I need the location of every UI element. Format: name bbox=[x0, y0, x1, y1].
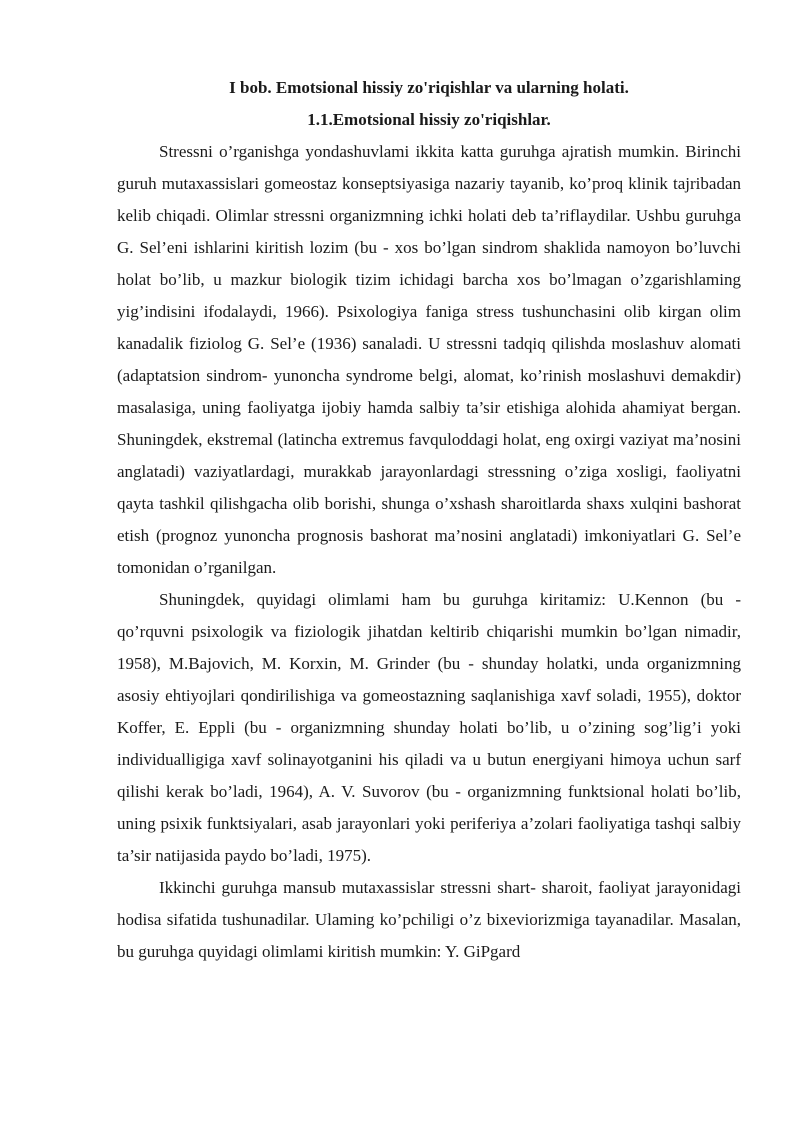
chapter-title: I bob. Emotsional hissiy zo'riqishlar va ularning holati. bbox=[229, 78, 629, 97]
section-title: 1.1.Emotsional hissiy zo'riqishlar. bbox=[307, 110, 551, 129]
document-page bbox=[117, 72, 741, 968]
paragraph-2: Shuningdek, quyidagi olimlami ham bu guruhga kiritamiz: U.Kennon (bu - qo’rquvni psixologik va fiziologik jihatdan keltirib chiqarishi mumkin bo’lgan nimadir, 1958), M.Bajovich, M. Korxin, M. Grinder (bu - shunday holatki, unda organizmning asosiy ehtiyojlari qondirilishiga va gomeostazning saqlanishiga xavf soladi, 1955), doktor Koffer, E. Eppli (bu - organizmning shunday holati bo’lib, u o’zining sog’lig’i yoki individualligiga xavf solinayotganini his qiladi va u butun energiyani himoya uchun sarf qilishi kerak bo’ladi, 1964), A. V. Suvorov (bu - organizmning funktsional holati bo’lib, uning psixik funktsiyalari, asab jarayonlari yoki periferiya a’zolari faoliyatiga tashqi salbiy ta’sir natijasida paydo bo’ladi, 1975). bbox=[117, 590, 741, 865]
paragraph-3: Ikkinchi guruhga mansub mutaxassislar stressni shart- sharoit, faoliyat jarayonidagi hodisa sifatida tushunadilar. Ulaming ko’pchiligi o’z bixeviorizmiga tayanadilar. Masalan, bu guruhga quyidagi olimlami kiritish mumkin: Y. GiPgard bbox=[117, 878, 741, 961]
paragraph-1: Stressni o’rganishga yondashuvlami ikkita katta guruhga ajratish mumkin. Birinchi guruh mutaxassislari gomeostaz konseptsiyasiga nazariy tayanib, ko’proq klinik tajribadan kelib chiqadi. Olimlar stressni organizmning ichki holati deb ta’riflaydilar. Ushbu guruhga G. Sel’eni ishlarini kiritish lozim (bu - xos bo’lgan sindrom shaklida namoyon bo’luvchi holat bo’lib, u mazkur biologik tizim ichidagi barcha xos bo’lmagan o’zgarishlaming yig’indisini ifodalaydi, 1966). Psixologiya faniga stress tushunchasini olib kirgan olim kanadalik fiziolog G. Sel’e (1936) sanaladi. U stressni tadqiq qilishda moslashuv alomati (adaptatsion sindrom- yunoncha syndrome belgi, alomat, ko’rinish moslashuvi demakdir) masalasiga, uning faoliyatga ijobiy hamda salbiy ta’sir etishiga alohida ahamiyat bergan. Shuningdek, ekstremal (latincha extremus favquloddagi holat, eng oxirgi vaziyat ma’nosini anglatadi) vaziyatlardagi, murakkab jarayonlardagi stressning o’ziga xosligi, faoliyatni qayta tashkil qilishgacha olib borishi, shunga o’xshash sharoitlarda shaxs xulqini bashorat etish (prognoz yunoncha prognosis bashorat ma’nosini anglatadi) imkoniyatlari G. Sel’e tomonidan o’rganilgan. bbox=[117, 142, 741, 577]
